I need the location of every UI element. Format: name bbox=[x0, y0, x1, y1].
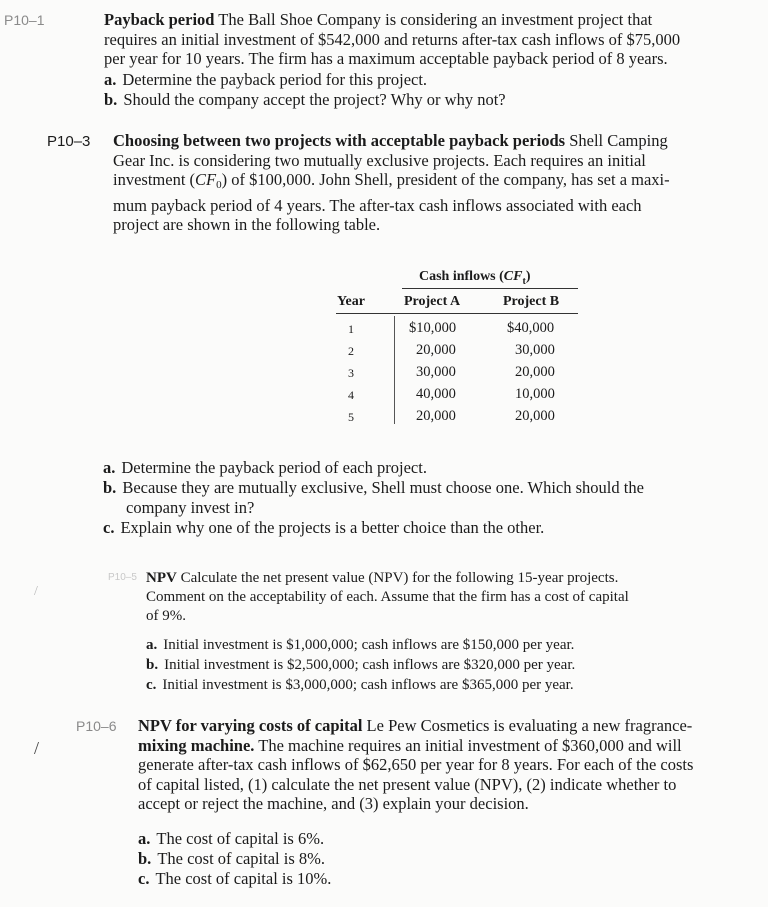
table-group-header: Cash inflows $(CF_t)$ bbox=[419, 269, 531, 287]
list-item: b. Initial investment is $2,500,000; cash inflows are $320,000 per year. bbox=[146, 657, 576, 673]
table-cell-project-a: 20,000 bbox=[416, 342, 456, 358]
table-cell-project-a: 30,000 bbox=[416, 364, 456, 380]
table-cell-project-b: 20,000 bbox=[515, 408, 555, 424]
problem-number-p10-1: P10–1 bbox=[4, 12, 45, 28]
problem-p10-1-statement bbox=[104, 10, 680, 69]
list-item: a. Initial investment is $1,000,000; cash inflows are $150,000 per year. bbox=[146, 637, 575, 653]
list-item: c. Explain why one of the projects is a better choice than the other. bbox=[103, 518, 545, 537]
problem-p10-3-items bbox=[103, 458, 644, 538]
list-item: c. Initial investment is $3,000,000; cash inflows are $365,000 per year. bbox=[146, 677, 574, 693]
problem-p10-5-statement: NPV Calculate the net present value (NPV) for the following 15-year projects. Comment on the acceptability of each. Assume that the firm has a cost of capital of 9%. bbox=[146, 570, 629, 624]
problem-number-p10-3: P10–3 bbox=[47, 133, 91, 150]
list-item: a. Determine the payback period for this project. bbox=[104, 70, 428, 89]
table-cell-project-a: $10,000 bbox=[409, 320, 457, 336]
table-cell-project-b: 30,000 bbox=[515, 342, 555, 358]
check-mark-icon: / bbox=[34, 584, 38, 599]
problem-p10-5-items bbox=[146, 635, 575, 695]
problem-p10-1-items bbox=[104, 70, 506, 109]
list-item: c. The cost of capital is 10%. bbox=[138, 869, 332, 888]
problem-p10-1-line3: per year for 10 years. The firm has a maximum acceptable payback period of 8 years. bbox=[104, 49, 668, 68]
table-cell-year: 1 bbox=[348, 322, 354, 336]
problem-p10-1-title: Payback period bbox=[104, 10, 215, 29]
table-cell-project-a: 20,000 bbox=[416, 408, 456, 424]
problem-p10-6-statement: NPV for varying costs of capital Le Pew Cosmetics is evaluating a new fragrance- mixing machine. The machine requires an initial investment of $360,000 and will generate after-tax cash inflows of $62,650 per year for 8 years. For each of the costs of capital listed, (1) calculate the net present value (NPV), (2) indicate whether to accept or reject the machine, and (3) explain your decision. bbox=[138, 716, 694, 813]
list-item: company invest in? bbox=[126, 498, 255, 517]
column-header-project-b: Project B bbox=[503, 294, 560, 309]
problem-number-p10-6: P10–6 bbox=[76, 718, 117, 734]
check-mark-icon: / bbox=[34, 738, 40, 758]
table-cell-year: 5 bbox=[348, 410, 354, 424]
column-header-year: Year bbox=[337, 294, 365, 309]
table-cell-project-b: 20,000 bbox=[515, 364, 555, 380]
table-cell-year: 2 bbox=[348, 344, 354, 358]
problem-p10-1-line2: requires an initial investment of $542,000 and returns after-tax cash inflows of $75,000 bbox=[104, 29, 681, 49]
table-cell-project-a: 40,000 bbox=[416, 386, 456, 402]
problem-p10-3-statement: Choosing between two projects with acceptable payback periods Shell Camping Gear Inc. is considering two mutually exclusive projects. Each requires an initial investment (CF0) of $100,000. John Shell, president of the company, has set a maxi- mum payback period of 4 years. The after-tax cash inflows associated with each project are shown in the following table. bbox=[113, 131, 670, 234]
group-header-rule bbox=[402, 288, 578, 289]
list-item: b. Should the company accept the project? Why or why not? bbox=[104, 89, 506, 109]
column-header-rule bbox=[336, 313, 578, 314]
year-column-divider bbox=[394, 316, 395, 424]
list-item: b. Because they are mutually exclusive, Shell must choose one. Which should the bbox=[103, 478, 644, 497]
table-cell-project-b: 10,000 bbox=[515, 386, 555, 402]
problem-p10-5-title: NPV bbox=[146, 570, 177, 586]
table-cell-year: 3 bbox=[348, 366, 354, 380]
problem-p10-3-title: Choosing between two projects with acceptable payback periods bbox=[113, 131, 566, 150]
column-header-project-a: Project A bbox=[404, 294, 461, 309]
problem-p10-1-line1: The Ball Shoe Company is considering an investment project that bbox=[214, 10, 653, 29]
problem-p10-6-title: NPV for varying costs of capital bbox=[138, 716, 363, 735]
table-cell-project-b: $40,000 bbox=[507, 320, 555, 336]
problem-p10-6-items bbox=[138, 829, 331, 889]
list-item: b. The cost of capital is 8%. bbox=[138, 849, 326, 868]
list-item: a. Determine the payback period of each project. bbox=[103, 458, 427, 477]
problem-number-p10-5: P10–5 bbox=[108, 572, 137, 583]
list-item: a. The cost of capital is 6%. bbox=[138, 829, 325, 848]
table-cell-year: 4 bbox=[348, 388, 354, 402]
